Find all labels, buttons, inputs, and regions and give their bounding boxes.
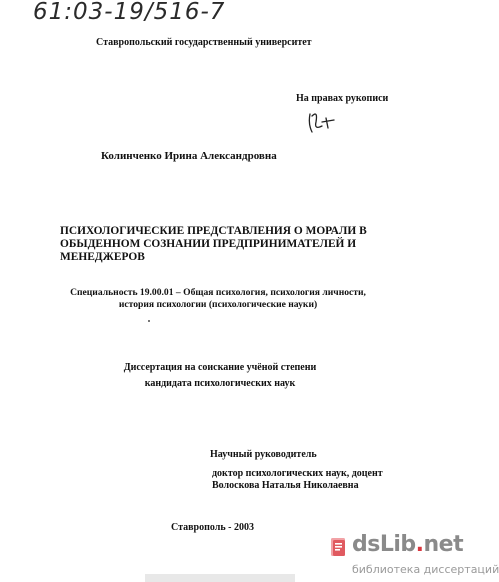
dissertation-title	[60, 225, 400, 264]
dslib-logo-icon	[330, 536, 348, 558]
specialty-line: Специальность 19.00.01 – Общая психология, психология личности,	[70, 287, 366, 298]
author-name: Колинченко Ирина Александровна	[101, 150, 277, 162]
supervisor-degree: доктор психологических наук, доцент	[212, 468, 383, 479]
watermark-brand	[352, 532, 463, 557]
degree-line: кандидата психологических наук	[144, 378, 296, 389]
dslib-watermark	[330, 532, 499, 582]
supervisor-label: Научный руководитель	[210, 449, 317, 460]
university-name: Ставропольский государственный университет	[96, 37, 312, 48]
dissertation-degree	[100, 360, 340, 392]
scan-speck	[148, 320, 150, 322]
brand-tld: net	[423, 532, 464, 557]
brand-main: dsLib	[352, 532, 416, 557]
supervisor-name: Волоскова Наталья Николаевна	[212, 480, 359, 491]
title-line: ПСИХОЛОГИЧЕСКИЕ ПРЕДСТАВЛЕНИЯ О МОРАЛИ В	[60, 225, 367, 237]
specialty-info	[38, 287, 398, 311]
handwritten-catalog-number: 61:03-19/516-7	[33, 0, 226, 25]
specialty-line: история психологии (психологические науки)	[118, 299, 318, 310]
scan-bottom-edge	[145, 574, 295, 582]
title-line: МЕНЕДЖЕРОВ	[60, 251, 145, 263]
watermark-subtitle: библиотека диссертаций	[352, 563, 499, 576]
brand-dot: .	[415, 532, 424, 557]
manuscript-rights-note: На правах рукописи	[296, 93, 389, 104]
city-year: Ставрополь - 2003	[171, 522, 254, 533]
title-line: ОБЫДЕННОМ СОЗНАНИИ ПРЕДПРИНИМАТЕЛЕЙ И	[60, 238, 357, 250]
degree-line: Диссертация на соискание учёной степени	[123, 362, 317, 373]
signature-mark	[304, 108, 352, 136]
